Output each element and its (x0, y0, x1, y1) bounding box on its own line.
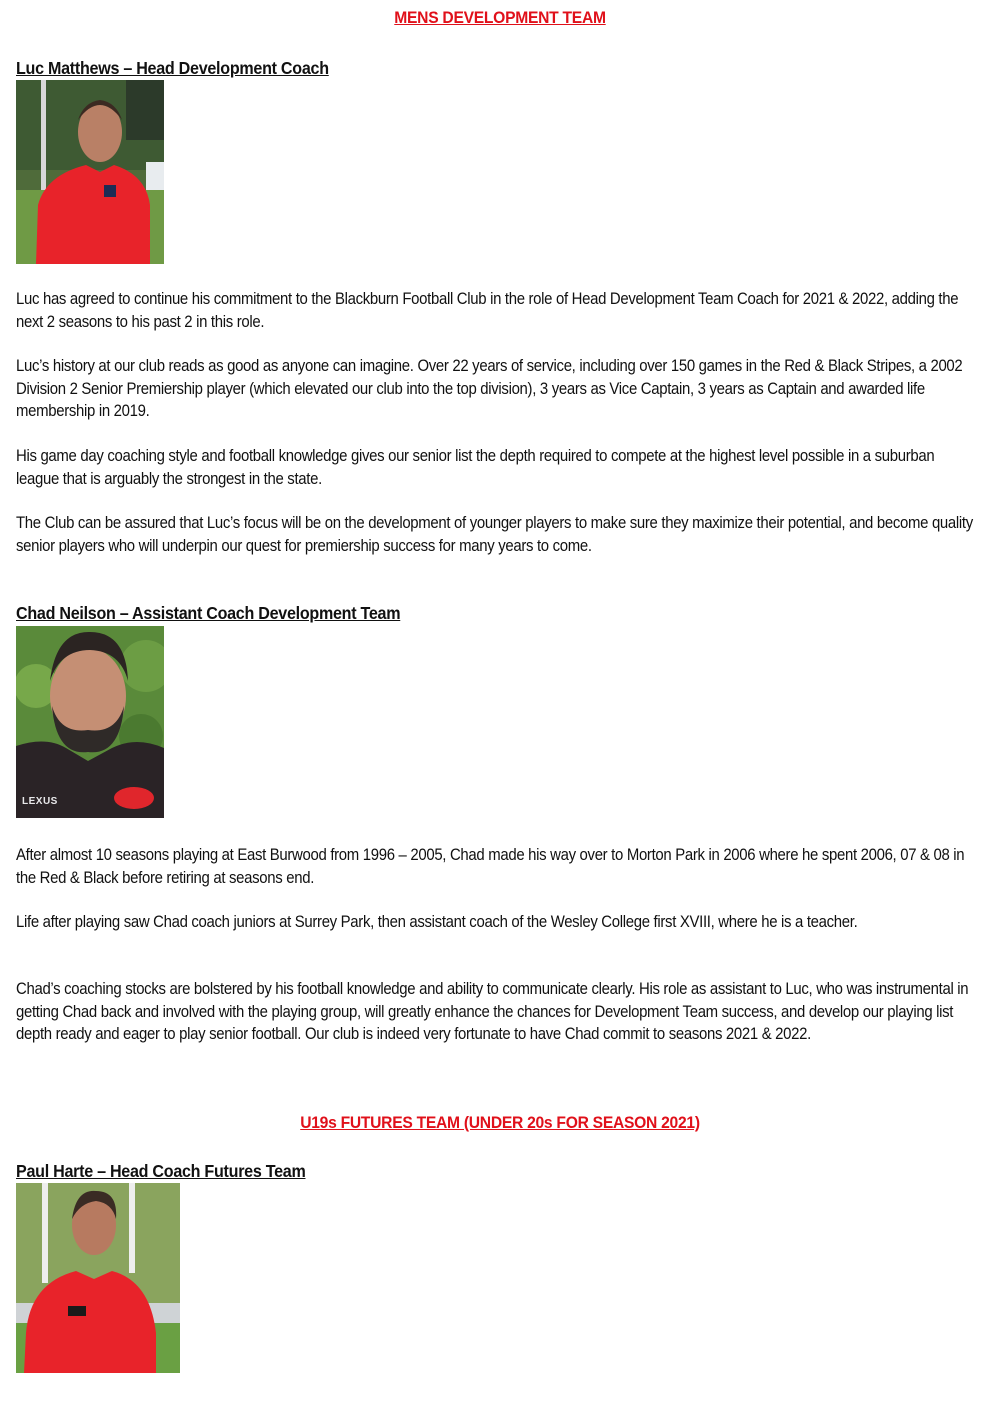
chad-paragraph-2: Life after playing saw Chad coach juniors at Surrey Park, then assistant coach of the Wesley College first XVIII, where he is a teacher. (16, 913, 858, 931)
section-title-mens-development: MENS DEVELOPMENT TEAM (394, 8, 606, 27)
chad-paragraph-3: Chad’s coaching stocks are bolstered by his football knowledge and ability to communicate clearly. His role as assistant to Luc, who was instrumental in getting Chad back and involved with the playing group, will greatly enhance the chances for Development Team success, and develop our playing list depth ready and eager to play senior football. Our club is indeed very fortunate to have Chad commit to seasons 2021 & 2022. (16, 980, 969, 1044)
section-title-u19s-futures: U19s FUTURES TEAM (UNDER 20s FOR SEASON 2021) (300, 1113, 700, 1132)
coach-heading-luc-matthews: Luc Matthews – Head Development Coach (16, 58, 329, 78)
chad-paragraph-1: After almost 10 seasons playing at East Burwood from 1996 – 2005, Chad made his way over to Morton Park in 2006 where he spent 2006, 07 & 08 in the Red & Black before retiring at seasons end. (16, 846, 965, 887)
photo-chad-neilson (16, 626, 164, 818)
coach-heading-paul-harte: Paul Harte – Head Coach Futures Team (16, 1161, 306, 1181)
coach-heading-chad-neilson: Chad Neilson – Assistant Coach Development Team (16, 603, 401, 623)
lexus-logo: LEXUS (22, 796, 58, 807)
luc-paragraph-3: His game day coaching style and football knowledge gives our senior list the depth required to compete at the highest level possible in a suburban league that is arguably the strongest in the state. (16, 447, 935, 488)
luc-paragraph-4: The Club can be assured that Luc’s focus will be on the development of younger players to make sure they maximize their potential, and become quality senior players who will underpin our quest for premiership success for many years to come. (16, 514, 973, 555)
photo-luc-matthews (16, 80, 164, 264)
luc-paragraph-2: Luc’s history at our club reads as good as anyone can imagine. Over 22 years of service, including over 150 games in the Red & Black Stripes, a 2002 Division 2 Senior Premiership player (which elevated our club into the top division), 3 years as Vice Captain, 3 years as Captain and awarded life membership in 2019. (16, 357, 963, 421)
luc-paragraph-1: Luc has agreed to continue his commitment to the Blackburn Football Club in the role of Head Development Team Coach for 2021 & 2022, adding the next 2 seasons to his past 2 in this role. (16, 290, 959, 331)
photo-paul-harte (16, 1183, 180, 1373)
